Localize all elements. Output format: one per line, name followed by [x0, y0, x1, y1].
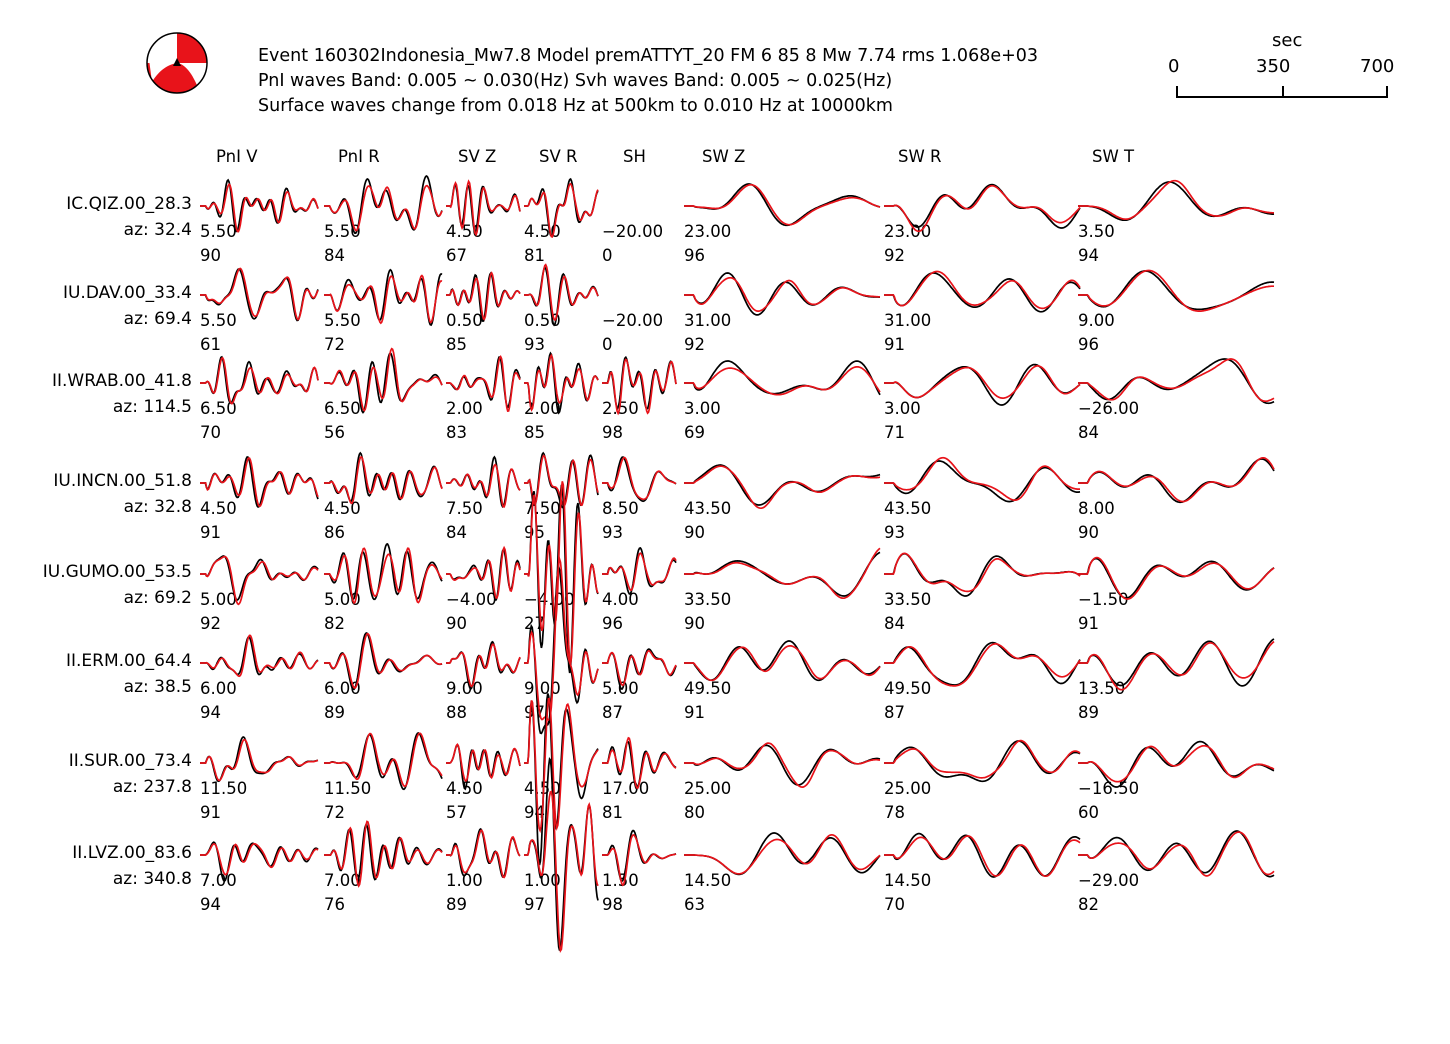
- trace-cross-correlation: 80: [684, 803, 705, 822]
- column-header-sw-z: SW Z: [702, 147, 746, 166]
- column-header-sv-r: SV R: [539, 147, 578, 166]
- trace-time-shift: −4.00: [524, 590, 575, 609]
- trace-time-shift: 11.50: [200, 779, 248, 798]
- trace-time-shift: 3.50: [1078, 222, 1115, 241]
- trace-cross-correlation: 67: [446, 246, 467, 265]
- waveform-panel: [1078, 765, 1274, 945]
- trace-cross-correlation: 92: [200, 614, 221, 633]
- trace-time-shift: 9.00: [524, 679, 561, 698]
- trace-time-shift: 43.50: [884, 499, 932, 518]
- observed-trace: [524, 759, 598, 951]
- trace-cross-correlation: 90: [200, 246, 221, 265]
- scale-tick-label-0: 0: [1168, 56, 1180, 77]
- trace-cross-correlation: 91: [1078, 614, 1099, 633]
- trace-cross-correlation: 97: [524, 703, 545, 722]
- trace-cross-correlation: 81: [602, 803, 623, 822]
- trace-cross-correlation: 85: [446, 335, 467, 354]
- observed-trace: [602, 831, 676, 882]
- waveform-panel: [524, 765, 598, 945]
- trace-cross-correlation: 84: [324, 246, 345, 265]
- trace-cross-correlation: 57: [446, 803, 467, 822]
- trace-time-shift: 5.50: [324, 222, 361, 241]
- trace-cross-correlation: 71: [884, 423, 905, 442]
- trace-time-shift: 5.50: [200, 311, 237, 330]
- trace-time-shift: 6.00: [324, 679, 361, 698]
- station-name: IU.DAV.00_33.4: [62, 283, 192, 303]
- trace-time-shift: 25.00: [684, 779, 732, 798]
- trace-cross-correlation: 84: [1078, 423, 1099, 442]
- station-name: IC.QIZ.00_28.3: [66, 194, 192, 214]
- trace-time-shift: 4.50: [200, 499, 237, 518]
- trace-cross-correlation: 91: [684, 703, 705, 722]
- trace-time-shift: 9.00: [1078, 311, 1115, 330]
- trace-cross-correlation: 76: [324, 895, 345, 914]
- trace-time-shift: 49.50: [884, 679, 932, 698]
- trace-cross-correlation: 83: [446, 423, 467, 442]
- trace-cross-correlation: 63: [684, 895, 705, 914]
- trace-time-shift: 3.00: [884, 399, 921, 418]
- trace-cross-correlation: 72: [324, 803, 345, 822]
- station-name: II.LVZ.00_83.6: [72, 843, 192, 863]
- trace-cross-correlation: 91: [884, 335, 905, 354]
- waveform-panel: [200, 765, 318, 945]
- trace-time-shift: −1.50: [1078, 590, 1129, 609]
- trace-time-shift: −4.00: [446, 590, 497, 609]
- station-name: II.WRAB.00_41.8: [51, 371, 192, 391]
- trace-cross-correlation: 61: [200, 335, 221, 354]
- trace-time-shift: 31.00: [684, 311, 732, 330]
- trace-cross-correlation: 96: [1078, 335, 1099, 354]
- trace-time-shift: 4.50: [524, 222, 561, 241]
- trace-time-shift: 5.50: [324, 311, 361, 330]
- trace-cross-correlation: 92: [684, 335, 705, 354]
- observed-trace: [684, 833, 880, 874]
- trace-time-shift: 5.50: [200, 222, 237, 241]
- trace-time-shift: 0.50: [524, 311, 561, 330]
- scale-midtick: [1282, 86, 1284, 98]
- trace-cross-correlation: 82: [324, 614, 345, 633]
- trace-cross-correlation: 84: [446, 523, 467, 542]
- trace-cross-correlation: 93: [884, 523, 905, 542]
- trace-time-shift: 5.00: [200, 590, 237, 609]
- trace-cross-correlation: 90: [1078, 523, 1099, 542]
- trace-cross-correlation: 90: [684, 614, 705, 633]
- trace-cross-correlation: 87: [602, 703, 623, 722]
- trace-time-shift: −26.00: [1078, 399, 1140, 418]
- header-text-block: [258, 44, 1038, 119]
- trace-cross-correlation: 91: [200, 803, 221, 822]
- trace-cross-correlation: 88: [446, 703, 467, 722]
- trace-time-shift: −29.00: [1078, 871, 1140, 890]
- trace-time-shift: 2.00: [524, 399, 561, 418]
- trace-cross-correlation: 96: [602, 614, 623, 633]
- beachball-icon: [146, 32, 208, 94]
- trace-time-shift: 25.00: [884, 779, 932, 798]
- trace-time-shift: 11.50: [324, 779, 372, 798]
- trace-cross-correlation: 95: [524, 523, 545, 542]
- column-header-sh: SH: [623, 147, 646, 166]
- trace-cross-correlation: 89: [324, 703, 345, 722]
- trace-cross-correlation: 93: [602, 523, 623, 542]
- scale-unit-label: sec: [1272, 30, 1303, 51]
- trace-cross-correlation: 84: [884, 614, 905, 633]
- waveform-panel: [684, 765, 880, 945]
- trace-cross-correlation: 60: [1078, 803, 1099, 822]
- trace-cross-correlation: 70: [884, 895, 905, 914]
- synthetic-trace: [884, 836, 1080, 876]
- trace-time-shift: 7.50: [446, 499, 483, 518]
- trace-cross-correlation: 85: [524, 423, 545, 442]
- trace-time-shift: 8.50: [602, 499, 639, 518]
- trace-time-shift: 23.00: [684, 222, 732, 241]
- trace-time-shift: 7.00: [200, 871, 237, 890]
- trace-time-shift: 49.50: [684, 679, 732, 698]
- header-line-2: PnI waves Band: 0.005 ~ 0.030(Hz) Svh waves Band: 0.005 ~ 0.025(Hz): [258, 71, 893, 91]
- trace-cross-correlation: 94: [524, 803, 545, 822]
- trace-time-shift: 23.00: [884, 222, 932, 241]
- waveform-panel: [602, 765, 676, 945]
- header-line-3: Surface waves change from 0.018 Hz at 500km to 0.010 Hz at 10000km: [258, 96, 893, 116]
- trace-cross-correlation: 78: [884, 803, 905, 822]
- trace-cross-correlation: 98: [602, 895, 623, 914]
- trace-time-shift: 13.50: [1078, 679, 1126, 698]
- station-azimuth: az: 38.5: [123, 677, 192, 697]
- trace-time-shift: 2.50: [602, 399, 639, 418]
- trace-time-shift: 4.50: [524, 779, 561, 798]
- trace-time-shift: 31.00: [884, 311, 932, 330]
- station-azimuth: az: 114.5: [112, 397, 192, 417]
- observed-trace: [200, 637, 318, 675]
- trace-cross-correlation: 56: [324, 423, 345, 442]
- station-azimuth: az: 69.2: [123, 588, 192, 608]
- trace-time-shift: 4.50: [324, 499, 361, 518]
- trace-cross-correlation: 82: [1078, 895, 1099, 914]
- trace-time-shift: 4.50: [446, 222, 483, 241]
- trace-time-shift: 14.50: [884, 871, 932, 890]
- trace-cross-correlation: 93: [524, 335, 545, 354]
- trace-cross-correlation: 90: [446, 614, 467, 633]
- trace-cross-correlation: 72: [324, 335, 345, 354]
- observed-trace: [324, 825, 442, 881]
- station-name: II.ERM.00_64.4: [65, 651, 192, 671]
- scale-tick-label-1: 350: [1256, 56, 1291, 77]
- trace-time-shift: 4.50: [446, 779, 483, 798]
- trace-cross-correlation: 89: [446, 895, 467, 914]
- trace-cross-correlation: 94: [200, 703, 221, 722]
- station-azimuth: az: 32.8: [123, 497, 192, 517]
- trace-time-shift: 17.00: [602, 779, 650, 798]
- trace-time-shift: 9.00: [446, 679, 483, 698]
- station-azimuth: az: 32.4: [123, 220, 192, 240]
- trace-time-shift: −16.50: [1078, 779, 1140, 798]
- trace-time-shift: 1.00: [446, 871, 483, 890]
- station-name: II.SUR.00_73.4: [68, 751, 192, 771]
- trace-cross-correlation: 94: [200, 895, 221, 914]
- column-header-pnl-r: PnI R: [338, 147, 380, 166]
- trace-cross-correlation: 96: [684, 246, 705, 265]
- station-name: IU.INCN.00_51.8: [53, 471, 192, 491]
- trace-time-shift: 1.50: [602, 871, 639, 890]
- waveform-panel: [324, 765, 442, 945]
- observed-trace: [1078, 831, 1274, 877]
- trace-cross-correlation: 81: [524, 246, 545, 265]
- synthetic-trace: [324, 822, 442, 887]
- trace-cross-correlation: 91: [200, 523, 221, 542]
- trace-time-shift: 6.00: [200, 679, 237, 698]
- trace-cross-correlation: 87: [884, 703, 905, 722]
- synthetic-trace: [684, 367, 880, 395]
- trace-cross-correlation: 70: [200, 423, 221, 442]
- trace-cross-correlation: 94: [1078, 246, 1099, 265]
- column-header-sw-r: SW R: [898, 147, 942, 166]
- trace-time-shift: 7.00: [324, 871, 361, 890]
- trace-time-shift: 7.50: [524, 499, 561, 518]
- trace-time-shift: 4.00: [602, 590, 639, 609]
- synthetic-trace: [602, 835, 676, 885]
- trace-time-shift: 6.50: [324, 399, 361, 418]
- synthetic-trace: [684, 835, 880, 874]
- trace-cross-correlation: 97: [524, 895, 545, 914]
- trace-cross-correlation: 27: [524, 614, 545, 633]
- synthetic-trace: [200, 635, 318, 676]
- trace-time-shift: 1.00: [524, 871, 561, 890]
- column-header-sv-z: SV Z: [458, 147, 497, 166]
- trace-cross-correlation: 98: [602, 423, 623, 442]
- header-line-1: Event 160302Indonesia_Mw7.8 Model premATTYT_20 FM 6 85 8 Mw 7.74 rms 1.068e+03: [258, 46, 1039, 66]
- trace-time-shift: 43.50: [684, 499, 732, 518]
- station-azimuth: az: 340.8: [112, 869, 192, 889]
- time-scale-bar: [1168, 30, 1398, 100]
- trace-cross-correlation: 92: [884, 246, 905, 265]
- trace-cross-correlation: 0: [602, 246, 613, 265]
- trace-cross-correlation: 89: [1078, 703, 1099, 722]
- trace-time-shift: −20.00: [602, 311, 664, 330]
- waveform-panel: [884, 765, 1080, 945]
- waveform-panel: [446, 765, 520, 945]
- trace-time-shift: 8.00: [1078, 499, 1115, 518]
- trace-cross-correlation: 69: [684, 423, 705, 442]
- scale-tick-label-2: 700: [1360, 56, 1395, 77]
- trace-time-shift: 0.50: [446, 311, 483, 330]
- trace-cross-correlation: 86: [324, 523, 345, 542]
- station-name: IU.GUMO.00_53.5: [42, 562, 192, 582]
- trace-time-shift: 2.00: [446, 399, 483, 418]
- trace-time-shift: 5.00: [324, 590, 361, 609]
- synthetic-trace: [524, 792, 598, 951]
- trace-cross-correlation: 0: [602, 335, 613, 354]
- station-azimuth: az: 69.4: [123, 309, 192, 329]
- trace-cross-correlation: 90: [684, 523, 705, 542]
- station-azimuth: az: 237.8: [112, 777, 192, 797]
- trace-time-shift: 33.50: [884, 590, 932, 609]
- trace-time-shift: 3.00: [684, 399, 721, 418]
- trace-time-shift: 6.50: [200, 399, 237, 418]
- trace-time-shift: 5.00: [602, 679, 639, 698]
- trace-time-shift: −20.00: [602, 222, 664, 241]
- column-header-pnl-v: PnI V: [216, 147, 258, 166]
- trace-time-shift: 14.50: [684, 871, 732, 890]
- trace-time-shift: 33.50: [684, 590, 732, 609]
- column-header-sw-t: SW T: [1092, 147, 1135, 166]
